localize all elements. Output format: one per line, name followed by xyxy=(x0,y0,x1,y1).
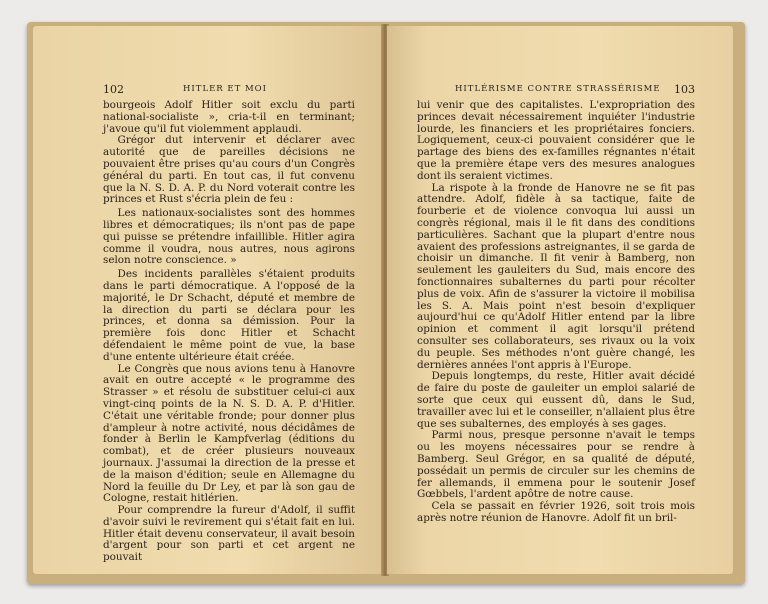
paragraph: La rispote à la fronde de Hanovre ne se fit pas attendre. Adolf, fidèle à sa tactique, faite de fourberie et de violence convoqua lui aussi un congrès régional, mais il le fit dans des conditions particulières. Sachant que la plupart d'entre nous avaient des professions astreignantes, il se garda de choisir un dimanche. Il fit venir à Bamberg, non seulement les gauleiters du Sud, mais encore des fonctionnaires subalternes du parti pour récolter plus de voix. Afin de s'assurer la victoire il mobilisa les S. A. Mais point n'est besoin d'expliquer aujourd'hui ce qu'Adolf Hitler entend par la libre opinion et comment il agit lorsqu'il prétend consulter ses collaborateurs, ses rivaux ou la voix du peuple. Ses méthodes n'ont guère changé, les dernières années l'ont appris à l'Europe. xyxy=(417,181,695,371)
right-page xyxy=(387,26,733,574)
open-book xyxy=(27,22,745,584)
paragraph: Grégor dut intervenir et déclarer avec autorité que de pareilles décisions ne pouvaient être prises qu'au cours d'un Congrès général du parti. En tout cas, il fut convenu que la N. S. D. A. P. du Nord voterait contre les princes et Rust s'écria plein de feu : xyxy=(103,134,355,206)
paragraph: Cela se passait en février 1926, soit trois mois après notre réunion de Hanovre. Adolf fit un bril- xyxy=(417,500,695,524)
running-title: HITLER ET MOI xyxy=(183,84,267,94)
left-page-body xyxy=(103,100,355,564)
quote-paragraph: Les nationaux-socialistes sont des hommes libres et démocratiques; ils n'ont pas de pape qui puisse se prétendre infaillible. Hitler agira comme il voudra, nous autres, nous agirons selon notre conscience. » xyxy=(103,207,355,267)
paragraph: Le Congrès que nous avions tenu à Hanovre avait en outre accepté « le programme des Strasser » et résolu de substituer celui-ci aux vingt-cinq points de la N. S. D. A. P. d'Hitler. C'était une véritable fronde; pour donner plus d'ampleur à notre activité, nous décidâmes de fonder à Berlin le Kampfverlag (éditions du combat), et de créer plusieurs nouveaux journaux. J'assumai la direction de la presse et de la maison d'édition; seule en Allemagne du Nord la feuille du Dr Ley, et par là son gau de Cologne, restait hitlérien. xyxy=(103,362,355,505)
page-number: 102 xyxy=(103,83,124,96)
paragraph: Depuis longtemps, du reste, Hitler avait décidé de faire du poste de gauleiter un emploi salarié de sorte que ceux qui eussent dû, dans le Sud, travailler avec lui et le conseiller, n'allaient plus être que ses subalternes, des employés à ses gages. xyxy=(417,370,695,430)
paragraph: lui venir que des capitalistes. L'expropriation des princes devait nécessairement inquiéter l'industrie lourde, les financiers et les propriétaires fonciers. Logiquement, ceux-ci pouvaient considérer que le partage des biens des ex-familles régnantes n'était que la première étape vers des mesures analogues dont ils seraient victimes. xyxy=(417,99,695,182)
paragraph: Des incidents parallèles s'étaient produits dans le parti démocratique. A l'opposé de la majorité, le Dr Schacht, député et membre de la direction du parti se déclara pour les princes, et donna sa démission. Pour la première fois donc Hitler et Schacht défendaient le même point de vue, la base d'une entente ultérieure était créée. xyxy=(103,268,355,363)
right-page-header xyxy=(387,84,733,98)
paragraph: Parmi nous, presque personne n'avait le temps ou les moyens nécessaires pour se rendre à Bamberg. Seul Grégor, en sa qualité de député, possédait un permis de circuler sur les chemins de fer allemands, il emmena pour le soutenir Josef Gœbbels, l'ardent apôtre de notre cause. xyxy=(417,429,695,501)
left-page xyxy=(33,26,383,574)
paragraph: bourgeois Adolf Hitler soit exclu du parti national-socialiste », cria-t-il en terminant; j'avoue qu'il fut violemment applaudi. xyxy=(103,99,355,135)
running-title: HITLÉRISME CONTRE STRASSÉRISME xyxy=(455,84,661,94)
paragraph: Pour comprendre la fureur d'Adolf, il suffit d'avoir suivi le revirement qui s'était fait en lui. Hitler était devenu conservateur, il avait besoin d'argent pour son parti et cet argent ne pouvait xyxy=(103,504,355,564)
left-page-header xyxy=(33,84,383,98)
right-page-body xyxy=(417,100,695,525)
page-number: 103 xyxy=(674,83,695,96)
